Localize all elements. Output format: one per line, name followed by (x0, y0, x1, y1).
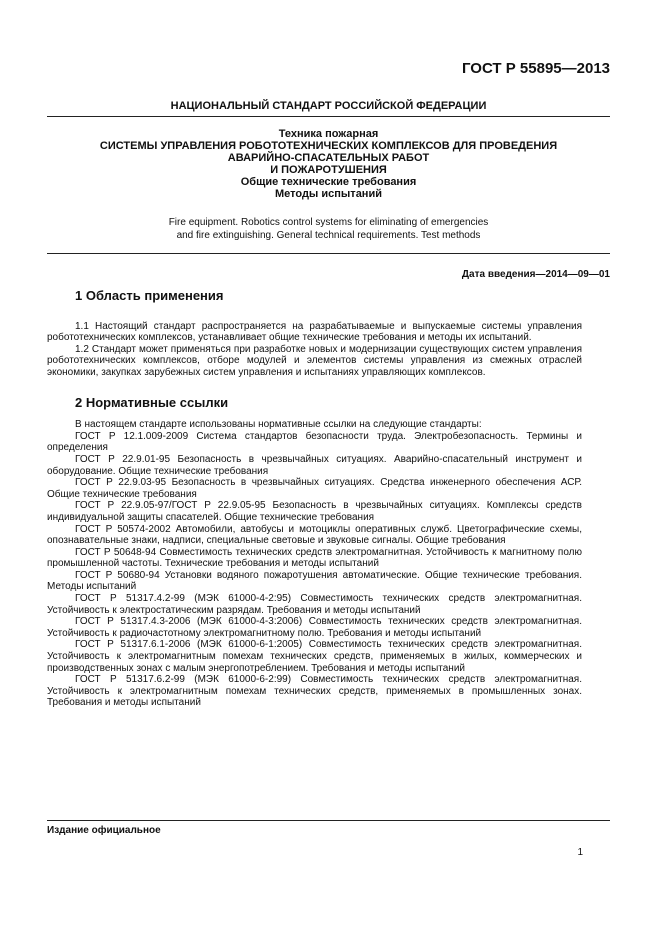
document-number: ГОСТ Р 55895—2013 (461, 60, 610, 77)
reference-item: ГОСТ Р 51317.6.1-2006 (МЭК 61000-6-1:2005) Совместимость технических средств электромагнитная. Устойчивость к электромагнитным помехам технических средств, применяемых в жилых, коммерческих и производственных зонах с малым энергопотреблением. Требования и методы испытаний (47, 639, 582, 674)
english-title (47, 216, 610, 242)
document-body (47, 290, 582, 709)
title-line: Техника пожарная (278, 128, 379, 140)
reference-item: ГОСТ Р 51317.6.2-99 (МЭК 61000-6-2:99) Совместимость технических средств электромагнитная. Устойчивость к электромагнитным помехам технических средств, применяемых в промышленных зонах. Требования и методы испытаний (47, 674, 582, 709)
introduction-date: Дата введения—2014—09—01 (461, 269, 610, 280)
reference-item: ГОСТ Р 51317.4.2-99 (МЭК 61000-4-2:95) Совместимость технических средств электромагнитная. Устойчивость к электростатическим разрядам. Требования и методы испытаний (47, 593, 582, 616)
english-title-line: and fire extinguishing. General technical requirements. Test methods (176, 230, 481, 241)
english-title-line: Fire equipment. Robotics control systems for eliminating of emergencies (168, 217, 489, 228)
title-line: Общие технические требования (240, 176, 417, 188)
title-line: И ПОЖАРОТУШЕНИЯ (270, 164, 387, 176)
page-number: 1 (577, 847, 583, 858)
title-line: Методы испытаний (275, 188, 382, 200)
national-standard-label: НАЦИОНАЛЬНЫЙ СТАНДАРТ РОССИЙСКОЙ ФЕДЕРАЦИИ (170, 100, 487, 112)
edition-label: Издание официальное (47, 825, 161, 836)
reference-item: ГОСТ Р 50680-94 Установки водяного пожаротушения автоматические. Общие технические требования. Методы испытаний (47, 569, 582, 593)
reference-item: ГОСТ Р 50574-2002 Автомобили, автобусы и мотоциклы оперативных служб. Цветографические схемы, опознавательные знаки, надписи, специальные световые и звуковые сигналы. Общие требования (47, 523, 582, 547)
paragraph: В настоящем стандарте использованы нормативные ссылки на следующие стандарты: (75, 419, 482, 431)
title-line: СИСТЕМЫ УПРАВЛЕНИЯ РОБОТОТЕХНИЧЕСКИХ КОМПЛЕКСОВ ДЛЯ ПРОВЕДЕНИЯ (99, 140, 558, 152)
section-1-heading: 1 Область применения (75, 288, 224, 303)
section-2-heading: 2 Нормативные ссылки (75, 394, 229, 410)
paragraph: 1.1 Настоящий стандарт распространяется на разрабатываемые и выпускаемые системы управления робототехнических комплексов, устанавливает общие технические требования и методы их испытаний. (47, 320, 582, 344)
reference-item: ГОСТ Р 22.9.01-95 Безопасность в чрезвычайных ситуациях. Аварийно-спасательный инструмент и оборудование. Общие технические требования (47, 453, 582, 477)
reference-item: ГОСТ Р 22.9.05-97/ГОСТ Р 22.9.05-95 Безопасность в чрезвычайных ситуациях. Комплексы средств индивидуальной защиты спасателей. Общие технические требования (47, 500, 582, 523)
paragraph: 1.2 Стандарт может применяться при разработке новых и модернизации существующих систем управления робототехнических комплексов, отборе модулей и элементов системы управления из смежных отраслей экономики, закупках зарубежных систем управления и испытаниях управляющих комплексов. (47, 343, 582, 378)
footer-divider (47, 820, 610, 821)
reference-item: ГОСТ Р 22.9.03-95 Безопасность в чрезвычайных ситуациях. Средства инженерного обеспечения АСР. Общие технические требования (47, 477, 582, 500)
top-divider (47, 116, 610, 117)
title-divider (47, 253, 610, 254)
reference-item: ГОСТ Р 12.1.009-2009 Система стандартов безопасности труда. Электробезопасность. Термины и определения (47, 430, 582, 454)
title-line: АВАРИЙНО-СПАСАТЕЛЬНЫХ РАБОТ (227, 152, 430, 164)
document-title (47, 128, 610, 200)
reference-item: ГОСТ Р 50648-94 Совместимость технических средств электромагнитная. Устойчивость к магнитному полю промышленной частоты. Технические требования и методы испытаний (47, 546, 582, 570)
reference-item: ГОСТ Р 51317.4.3-2006 (МЭК 61000-4-3:2006) Совместимость технических средств электромагнитная. Устойчивость к радиочастотному электромагнитному полю. Требования и методы испытаний (47, 616, 582, 639)
